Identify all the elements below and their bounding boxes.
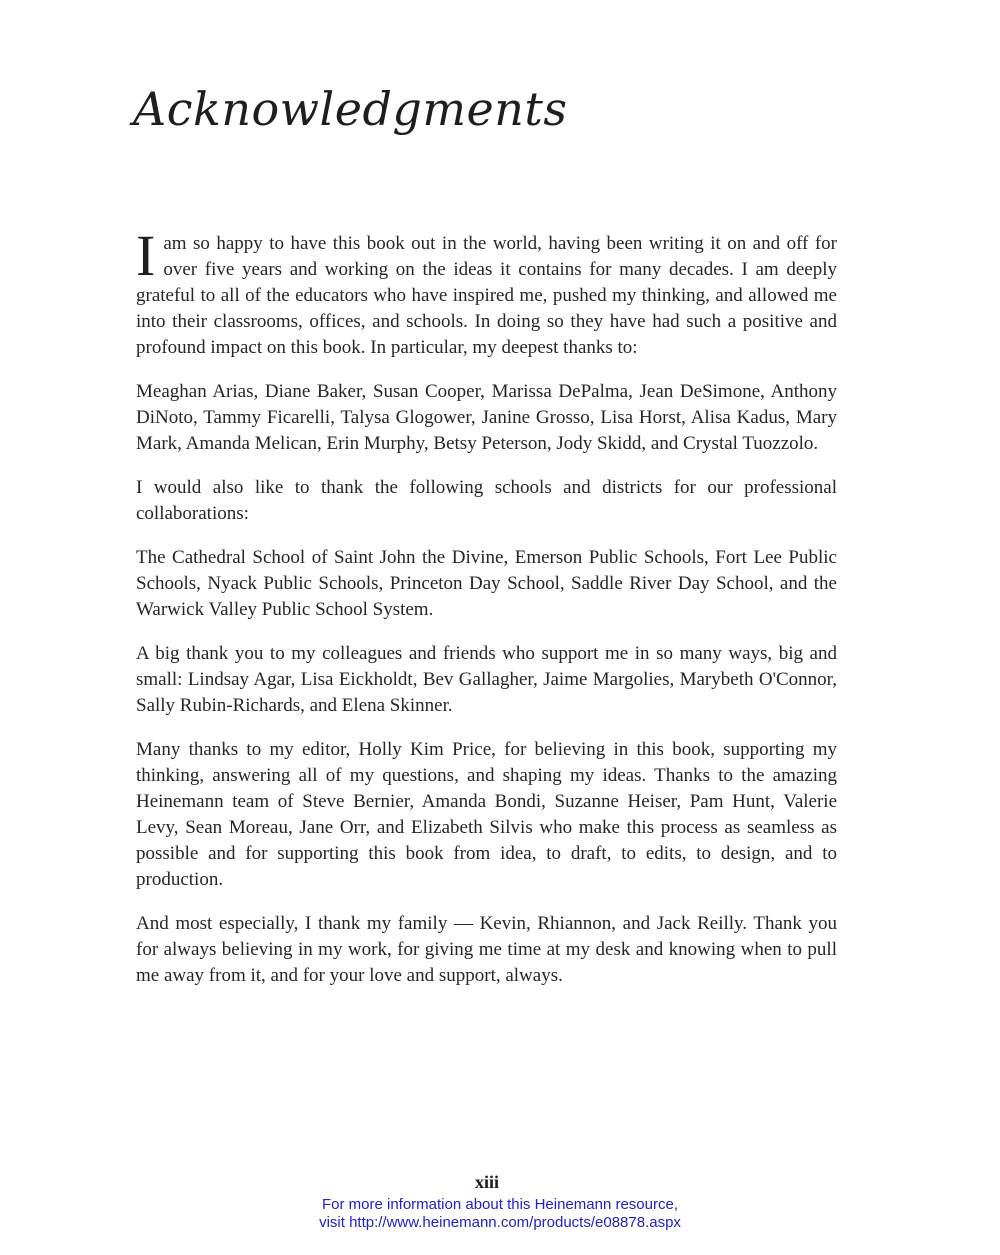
page-number: xiii	[474, 1172, 499, 1192]
paragraph-schools-intro: I would also like to thank the following schools and districts for our professional collaborations:	[136, 477, 837, 524]
page-title: Acknowledgments	[133, 82, 568, 136]
heinemann-resource-link[interactable]	[0, 1196, 1000, 1231]
body-text	[136, 223, 837, 989]
drop-cap: I	[136, 223, 156, 288]
paragraph-intro	[136, 223, 837, 361]
paragraph-colleagues: A big thank you to my colleagues and friends who support me in so many ways, big and small: Lindsay Agar, Lisa Eickholdt, Bev Gallagher, Jaime Margolies, Marybeth O'Connor, Sally Rubin-Richards, and Elena Skinner.	[136, 643, 837, 716]
paragraph-family: And most especially, I thank my family — Kevin, Rhiannon, and Jack Reilly. Thank you for always believing in my work, for giving me time at my desk and knowing when to pull me away from it, and for your love and support, always.	[136, 913, 837, 986]
paragraph-schools-list: The Cathedral School of Saint John the Divine, Emerson Public Schools, Fort Lee Public Schools, Nyack Public Schools, Princeton Day School, Saddle River Day School, and the Warwick Valley Public School System.	[136, 547, 837, 620]
paragraph-educator-names: Meaghan Arias, Diane Baker, Susan Cooper, Marissa DePalma, Jean DeSimone, Anthony DiNoto, Tammy Ficarelli, Talysa Glogower, Janine Grosso, Lisa Horst, Alisa Kadus, Mary Mark, Amanda Melican, Erin Murphy, Betsy Peterson, Jody Skidd, and Crystal Tuozzolo.	[136, 381, 837, 454]
paragraph-intro-text: am so happy to have this book out in the world, having been writing it on and off for over five years and working on the ideas it contains for many decades. I am deeply grateful to all of the educators who have inspired me, pushed my thinking, and allowed me into their classrooms, offices, and schools. In doing so they have had such a positive and profound impact on this book. In particular, my deepest thanks to:	[136, 233, 837, 358]
paragraph-editor-team: Many thanks to my editor, Holly Kim Price, for believing in this book, supporting my thinking, answering all of my questions, and shaping my ideas. Thanks to the amazing Heinemann team of Steve Bernier, Amanda Bondi, Suzanne Heiser, Pam Hunt, Valerie Levy, Sean Moreau, Jane Orr, and Elizabeth Silvis who make this process as seamless as possible and for supporting this book from idea, to draft, to edits, to design, and to production.	[136, 739, 837, 890]
resource-link-line1[interactable]: For more information about this Heinemann resource,	[321, 1196, 678, 1213]
resource-link-line2[interactable]: visit http://www.heinemann.com/products/e08878.aspx	[319, 1213, 681, 1231]
